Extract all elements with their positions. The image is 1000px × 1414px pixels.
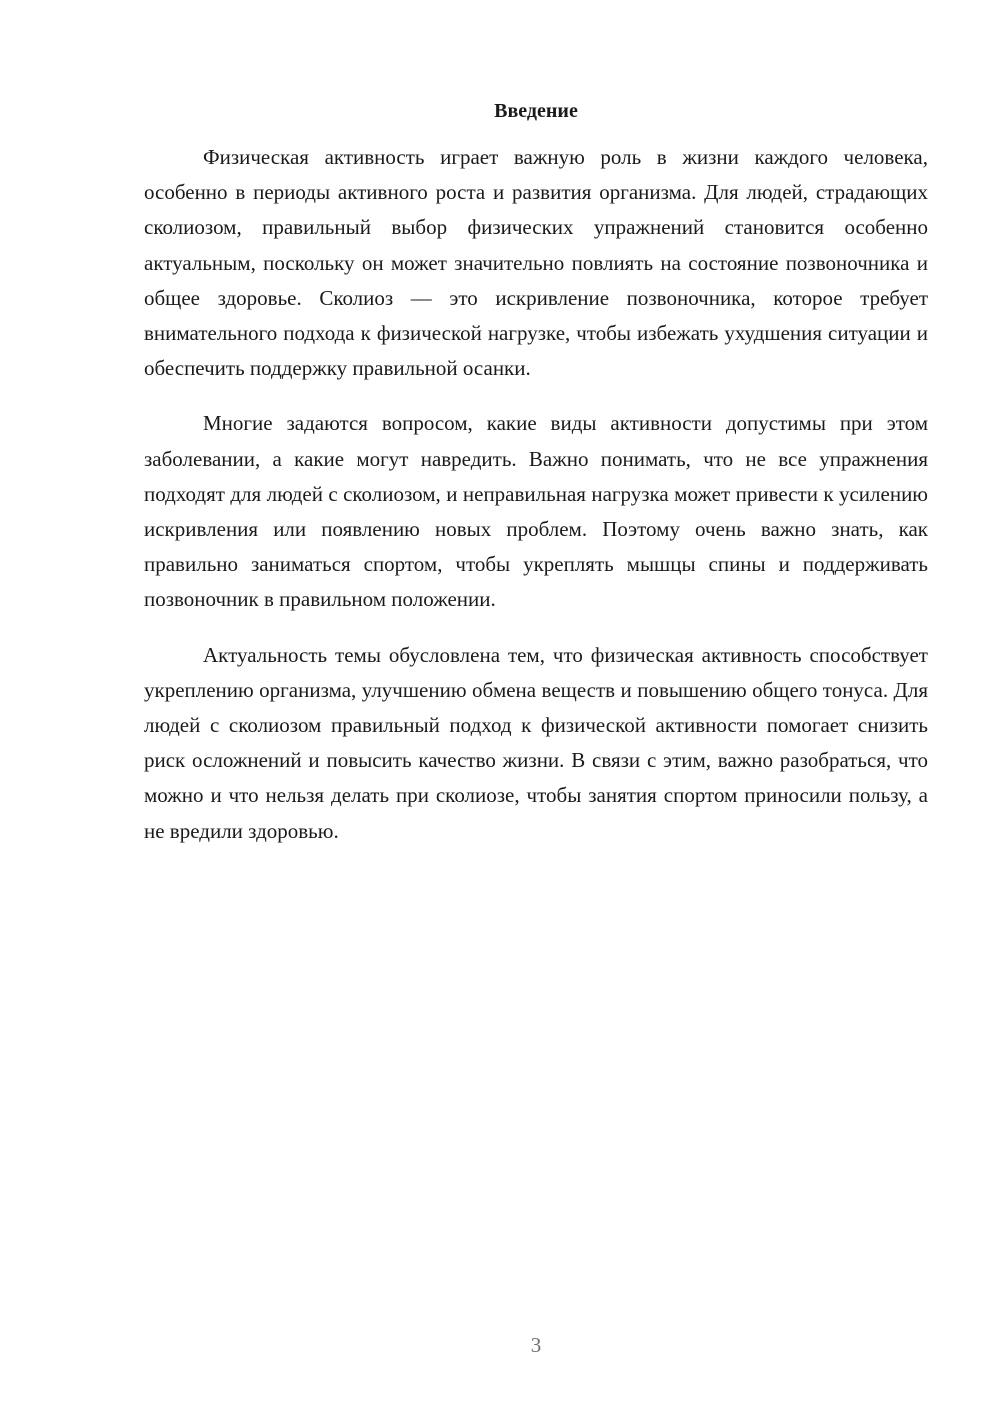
page-number: 3	[530, 1333, 542, 1357]
paragraph-1: Физическая активность играет важную роль в жизни каждого человека, особенно в периоды активного роста и развития организма. Для людей, страдающих сколиозом, правильный выбор физических упражнений становится особенно актуальным, поскольку он может значительно повлиять на состояние позвоночника и общее здоровье. Сколиоз — это искривление позвоночника, которое требует внимательного подхода к физической нагрузке, чтобы избежать ухудшения ситуации и обеспечить поддержку правильной осанки.	[144, 145, 928, 381]
page-content	[144, 96, 928, 869]
paragraph-2: Многие задаются вопросом, какие виды активности допустимы при этом заболевании, а какие могут навредить. Важно понимать, что не все упражнения подходят для людей с сколиозом, и неправильная нагрузка может привести к усилению искривления или появлению новых проблем. Поэтому очень важно знать, как правильно заниматься спортом, чтобы укреплять мышцы спины и поддерживать позвоночник в правильном положении.	[144, 411, 928, 612]
section-title: Введение	[494, 100, 578, 122]
paragraph-3: Актуальность темы обусловлена тем, что физическая активность способствует укреплению организма, улучшению обмена веществ и повышению общего тонуса. Для людей с сколиозом правильный подход к физической активности помогает снизить риск осложнений и повысить качество жизни. В связи с этим, важно разобраться, что можно и что нельзя делать при сколиозе, чтобы занятия спортом приносили пользу, а не вредили здоровью.	[144, 642, 928, 843]
